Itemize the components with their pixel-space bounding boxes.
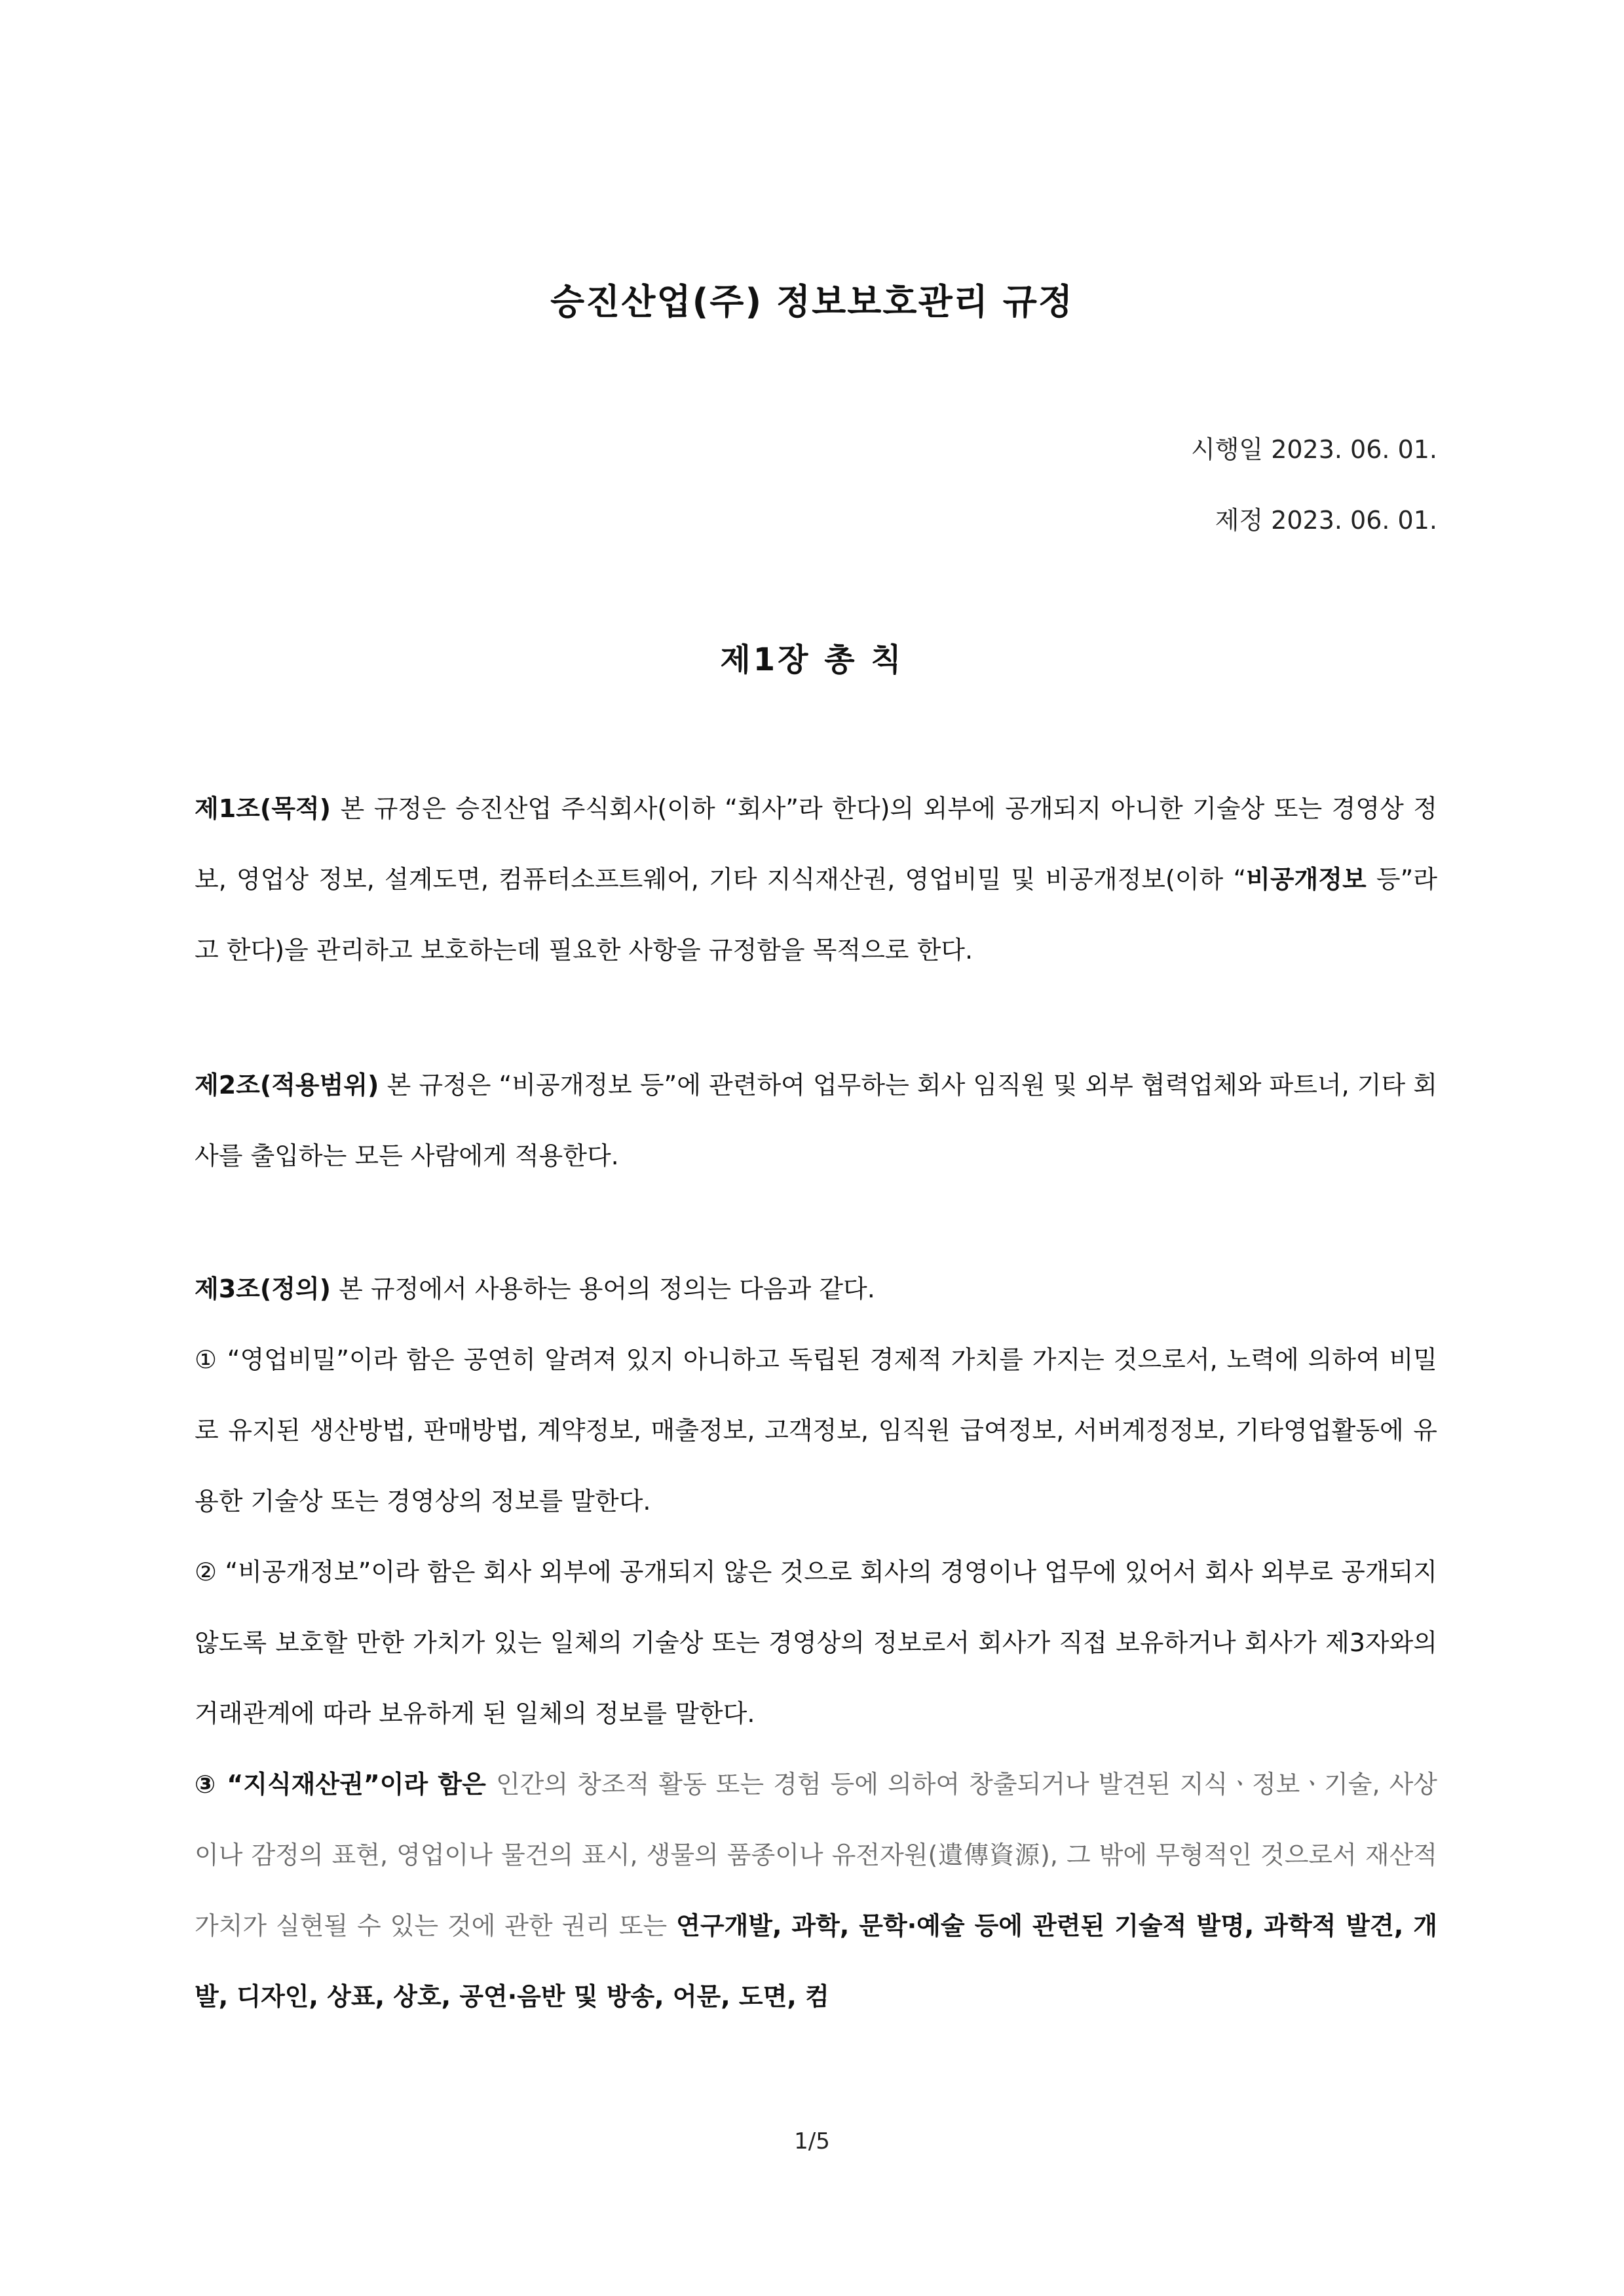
- article-1-bold-term: 비공개정보: [1246, 865, 1367, 894]
- article-1-heading: 제1조(목적): [195, 794, 331, 823]
- page-number: 1/5: [794, 2128, 830, 2154]
- article-3-body: 본 규정에서 사용하는 용어의 정의는 다음과 같다.: [331, 1274, 875, 1303]
- definition-3-gray-text: 인간의 창조적 활동 또는 경험 등에 의하여 창출되거나 발견된 지식ㆍ정보ㆍ기술, 사상이나 감정의 표현, 영업이나 물건의 표시, 생물의 품종이나 유전자원(遺傳資源), 그 밖에 무형적인 것으로서 재산적 가치가 실현될 수 있는 것에 관한 권리 또는: [195, 1770, 1438, 1940]
- article-1: [195, 773, 1437, 985]
- article-2: [195, 1050, 1437, 1191]
- article-2-body: 본 규정은 “비공개정보 등”에 관련하여 업무하는 회사 임직원 및 외부 협력업체와 파트너, 기타 회사를 출입하는 모든 사람에게 적용한다.: [195, 1071, 1437, 1170]
- article-1-body-end: 등”라고 한다)을 관리하고 보호하는데 필요한 사항을 규정함을 목적으로 한다.: [195, 865, 1437, 965]
- article-3-heading: 제3조(정의): [195, 1274, 331, 1303]
- definition-3-lead: ③ “지식재산권”이라 함은: [195, 1770, 496, 1799]
- enactment-date: 제정 2023. 06. 01.: [1215, 506, 1437, 535]
- definition-3-rest: 연구개발, 과학, 문학·예술 등에 관련된 기술적 발명, 과학적 발견, 개발, 디자인, 상표, 상호, 공연·음반 및 방송, 어문, 도면, 컴: [195, 1911, 1438, 2011]
- definition-3: [195, 1749, 1437, 2032]
- article-3: [195, 1253, 1437, 1324]
- effective-date: 시행일 2023. 06. 01.: [1190, 435, 1437, 464]
- article-1-body-start: 본 규정은 승진산업 주식회사(이하 “회사”라 한다)의 외부에 공개되지 아니한 기술상 또는 경영상 정보, 영업상 정보, 설계도면, 컴퓨터소프트웨어, 기타 지식재산권, 영업비밀 및 비공개정보(이하 “: [195, 794, 1437, 894]
- article-2-heading: 제2조(적용범위): [195, 1071, 379, 1100]
- definition-1: ① “영업비밀”이라 함은 공연히 알려져 있지 아니하고 독립된 경제적 가치를 가지는 것으로서, 노력에 의하여 비밀로 유지된 생산방법, 판매방법, 계약정보, 매출정보, 고객정보, 임직원 급여정보, 서버계정정보, 기타영업활동에 유용한 기술상 또는 경영상의 정보를 말한다.: [195, 1345, 1437, 1516]
- document-title: 승진산업(주) 정보보호관리 규정: [550, 281, 1074, 322]
- chapter-title: 제1장 총 칙: [720, 641, 904, 678]
- definition-2: ② “비공개정보”이라 함은 회사 외부에 공개되지 않은 것으로 회사의 경영이나 업무에 있어서 회사 외부로 공개되지 않도록 보호할 만한 가치가 있는 일체의 기술상 또는 경영상의 정보로서 회사가 직접 보유하거나 회사가 제3자와의 거래관계에 따라 보유하게 된 일체의 정보를 말한다.: [195, 1558, 1437, 1728]
